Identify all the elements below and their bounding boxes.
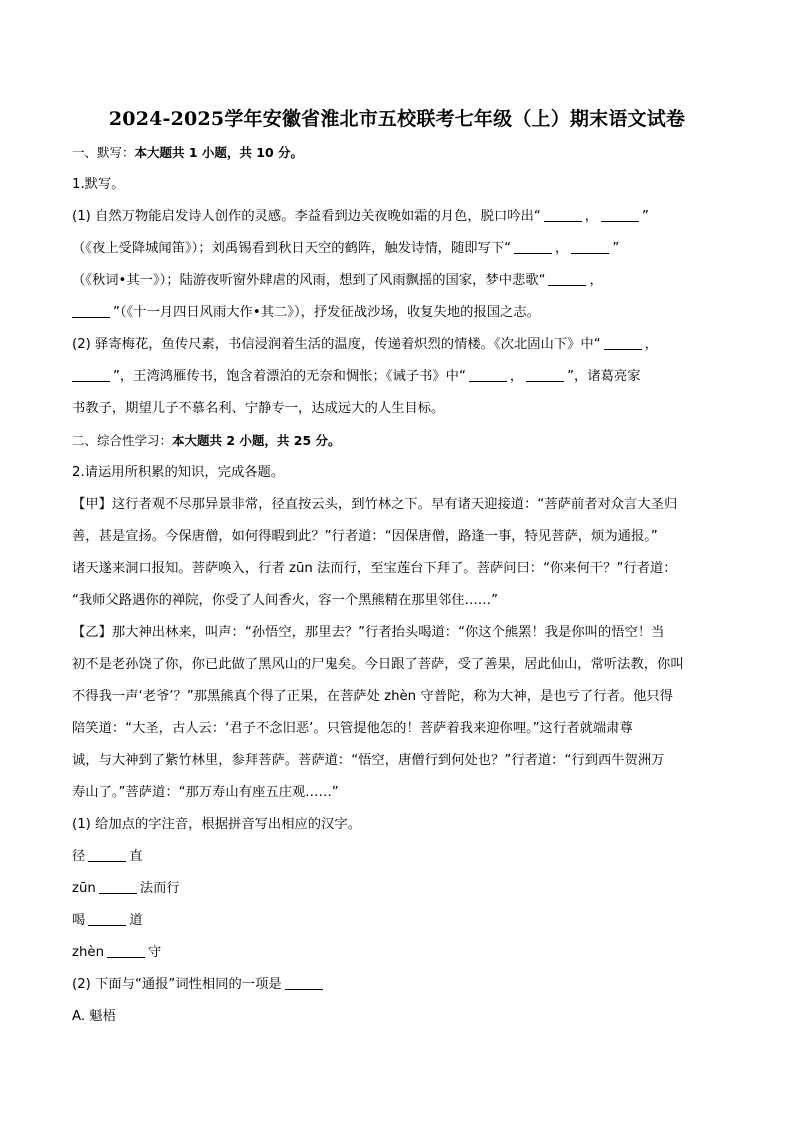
passage-jia-line: 诸天遂来洞口报知。菩萨唤入，行者 zūn 法而行，至宝莲台下拜了。菩萨问曰：“你来何干？”行者道： (72, 561, 677, 576)
q1-line-2-pre: （《夜上受降城闻笛》）；刘禹锡看到秋日天空的鹤阵，触发诗情，随即写下“ (72, 241, 512, 256)
passage-jia-line: “我师父路遇你的禅院，你受了人间香火，容一个黑熊精在那里邻住……” (72, 593, 498, 608)
q1-line-5 (72, 333, 722, 357)
passage-yi-line: 陪笑道：“大圣，古人云：‘君子不念旧恶’。只管提他怎的！菩萨着我来迎你哩。”这行者就端肃尊 (72, 721, 633, 736)
answer-blank[interactable] (88, 911, 126, 926)
answer-blank[interactable] (604, 335, 642, 350)
q1-line-5-mid: ， (644, 337, 658, 352)
q1-line-1-pre: (1) 自然万物能启发诗人创作的灵感。李益看到边关夜晚如霜的月色，脱口吟出“ (72, 209, 541, 224)
option-a[interactable]: A. 魁梧 (72, 1009, 116, 1024)
q1-line-4-post: ”（《十一月四日风雨大作•其二》），抒发征战沙场，收复失地的报国之志。 (113, 305, 540, 320)
fill-item (72, 877, 722, 901)
q1-line-4 (72, 301, 722, 325)
q1-line-2 (72, 237, 722, 261)
answer-blank[interactable] (514, 239, 552, 254)
q1-line-1-end: ” (642, 209, 649, 224)
fill-item (72, 941, 722, 965)
fill-item-pre: zhèn (72, 945, 105, 960)
fill-item-post: 法而行 (139, 881, 180, 896)
passage-yi-line: 【乙】那大神出林来，叫声：“孙悟空，那里去？”行者抬头喝道：“你这个熊罴！我是你叫的悟空！当 (72, 625, 665, 640)
fill-item (72, 909, 722, 933)
passage-yi-line: 不得我一声‘老爷’？”那黑熊真个得了正果，在菩萨处 zhèn 守普陀，称为大神，是也亏了行者。他只得 (72, 689, 673, 704)
q1-line-1-mid: ， (584, 209, 599, 224)
fill-item-post: 直 (129, 849, 143, 864)
fill-item-pre: 喝 (72, 913, 86, 928)
answer-blank[interactable] (99, 879, 137, 894)
answer-blank[interactable] (72, 367, 110, 382)
answer-blank[interactable] (107, 943, 145, 958)
passage-jia-line: 【甲】这行者观不尽那异景非常，径直按云头，到竹林之下。早有诸天迎接道：“菩萨前者对众言大圣归 (72, 497, 678, 512)
section-2-desc: 本大题共 2 小题，共 25 分。 (172, 433, 341, 448)
question-2-label: 2.请运用所积累的知识，完成各题。 (72, 465, 285, 480)
q1-line-5-pre: (2) 驿寄梅花，鱼传尺素，书信浸润着生活的温度，传递着炽烈的情楼。《次北固山下》中“ (72, 337, 601, 352)
answer-blank[interactable] (601, 207, 639, 222)
q1-line-2-mid: ， (555, 241, 569, 256)
q1-line-1 (72, 205, 722, 229)
sub-question-2-text: (2) 下面与“通报”词性相同的一项是 (72, 977, 282, 992)
q1-line-6-post: ”，王湾鸿雁传书，饱含着漂泊的无奈和惆怅；《诫子书》中“ (113, 369, 466, 384)
q1-line-7: 书教子，期望儿子不慕名利、宁静专一，达成远大的人生目标。 (72, 401, 445, 416)
passage-yi-line: 寿山了。”菩萨道：“那万寿山有座五庄观……” (72, 785, 339, 800)
answer-blank[interactable] (88, 847, 126, 862)
fill-item-post: 守 (148, 945, 162, 960)
passage-jia-line: 善，甚是宣扬。今保唐僧，如何得暇到此？”行者道：“因保唐僧，路逢一事，特见菩萨，烦为通报。” (72, 529, 658, 544)
fill-item-pre: zūn (72, 881, 96, 896)
fill-item-pre: 径 (72, 849, 86, 864)
answer-blank[interactable] (469, 367, 507, 382)
section-1-desc: 本大题共 1 小题，共 10 分。 (134, 145, 304, 160)
section-1-heading (72, 141, 722, 165)
section-2-heading (72, 429, 722, 453)
q1-line-3-mid: ， (589, 273, 603, 288)
q1-line-3-pre: （《秋词•其一》）；陆游夜听窗外肆虐的风雨，想到了风雨飘摇的国家，梦中悲歌“ (72, 273, 546, 288)
answer-blank[interactable] (526, 367, 564, 382)
q1-line-3 (72, 269, 722, 293)
fill-item-post: 道 (129, 913, 143, 928)
sub-question-1: (1) 给加点的字注音，根据拼音写出相应的汉字。 (72, 817, 361, 832)
answer-blank[interactable] (544, 207, 582, 222)
fill-item (72, 845, 722, 869)
question-1-label: 1.默写。 (72, 177, 125, 192)
q1-line-6-mid: ， (509, 369, 524, 384)
answer-blank[interactable] (571, 239, 609, 254)
sub-question-2 (72, 973, 722, 997)
passage-yi-line: 初不是老孙饶了你，你已此做了黑风山的尸鬼矣。今日跟了菩萨，受了善果，居此仙山，常听法教，你叫 (72, 657, 684, 672)
answer-blank[interactable] (72, 303, 110, 318)
section-1-prefix: 一、默写： (72, 145, 135, 160)
answer-blank[interactable] (548, 271, 586, 286)
answer-blank[interactable] (285, 975, 323, 990)
q1-line-6-end: ”，诸葛亮家 (567, 369, 641, 384)
q1-line-2-end: ” (612, 241, 620, 256)
passage-yi-line: 诚，与大神到了紫竹林里，参拜菩萨。菩萨道：“悟空，唐僧行到何处也？”行者道：“行到西牛贺洲万 (72, 753, 665, 768)
document-title: 2024-2025学年安徽省淮北市五校联考七年级（上）期末语文试卷 (108, 108, 686, 130)
q1-line-6 (72, 365, 722, 389)
section-2-prefix: 二、综合性学习： (72, 433, 173, 448)
